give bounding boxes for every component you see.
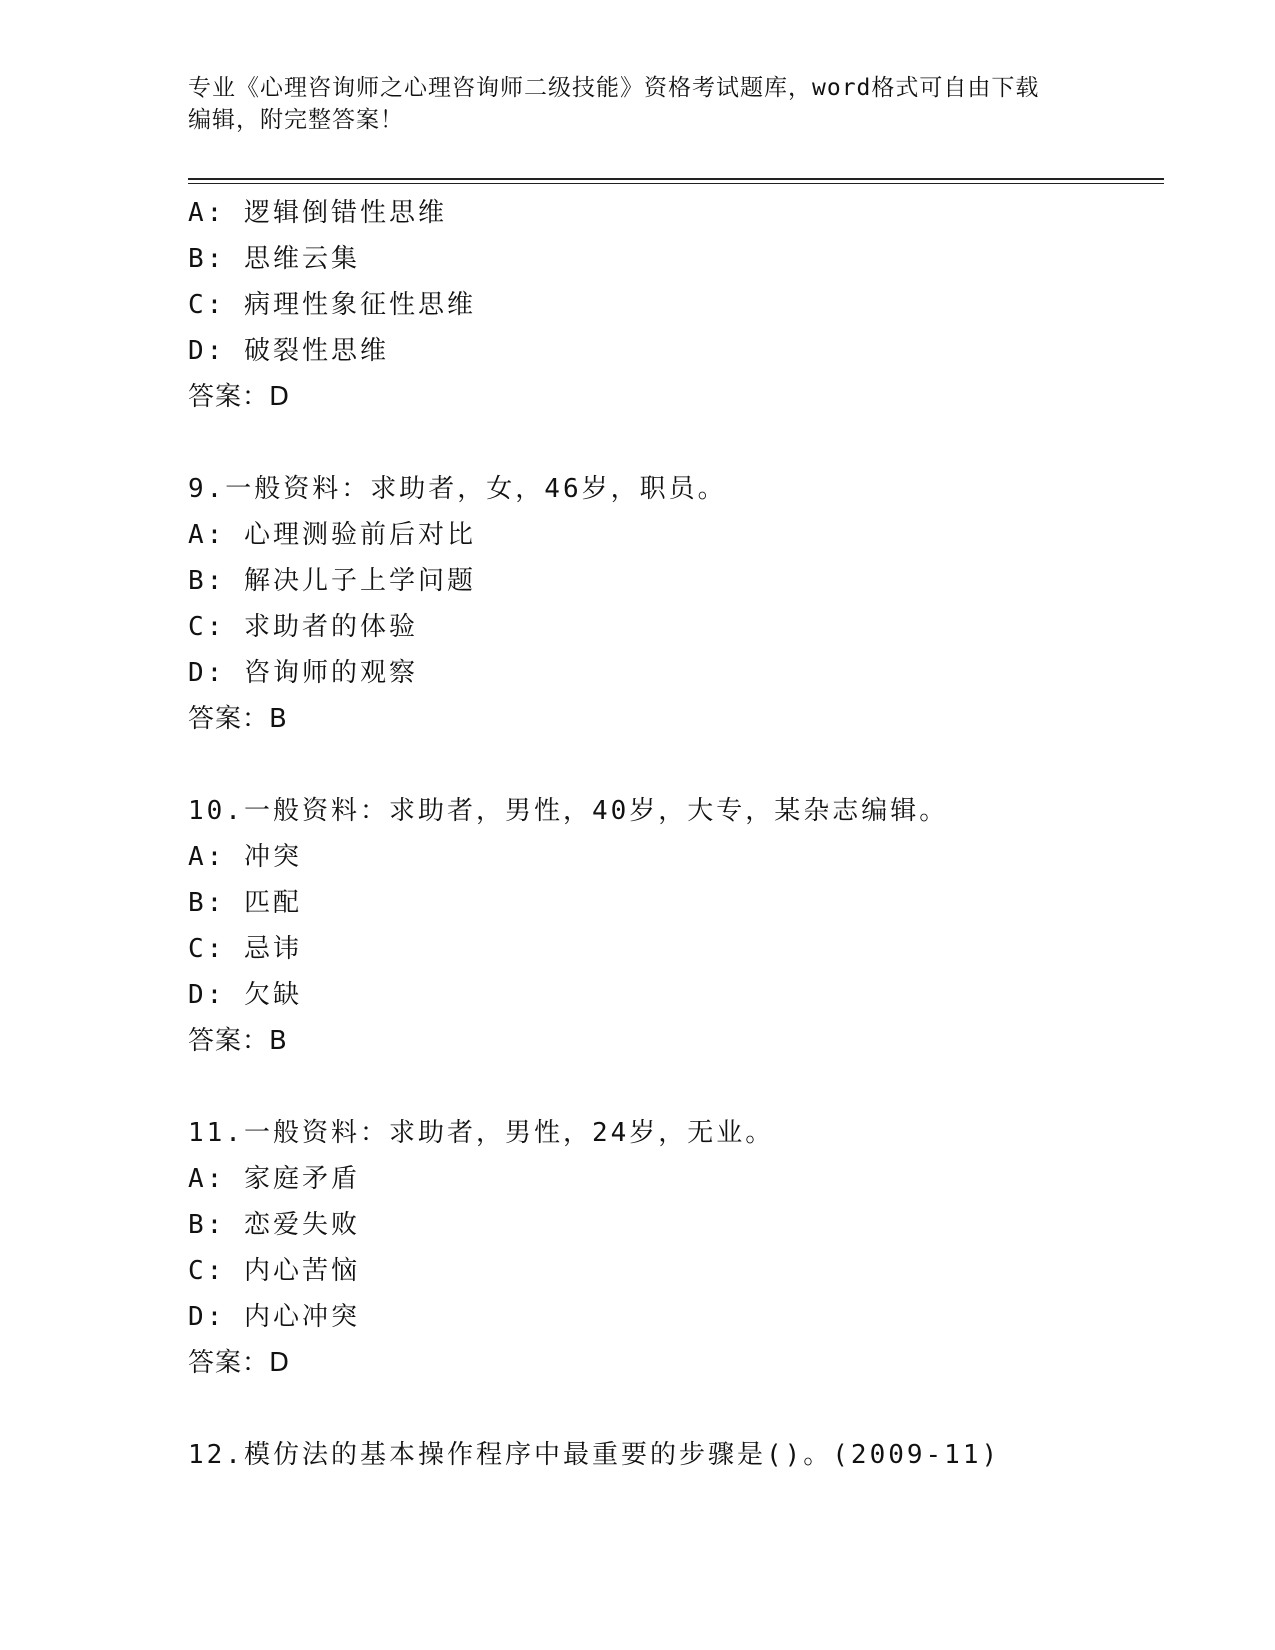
answer-label: 答案：B: [188, 704, 288, 734]
option-b: B: 思维云集: [188, 244, 360, 274]
option-d: D: 咨询师的观察: [188, 658, 418, 688]
question-text: 10.一般资料：求助者，男性，40岁，大专，某杂志编辑。: [188, 796, 949, 826]
document-header: [188, 72, 1088, 136]
header-line-1: 专业《心理咨询师之心理咨询师二级技能》资格考试题库，word格式可自由下载: [188, 75, 1040, 101]
option-a: A: 家庭矛盾: [188, 1164, 360, 1194]
answer-label: 答案：D: [188, 1348, 291, 1378]
option-c: C: 忌讳: [188, 934, 302, 964]
answer-label: 答案：B: [188, 1026, 288, 1056]
option-a: A: 心理测验前后对比: [188, 520, 476, 550]
option-d: D: 破裂性思维: [188, 336, 389, 366]
option-d: D: 欠缺: [188, 980, 302, 1010]
option-a: A: 冲突: [188, 842, 302, 872]
question-block-10: [188, 788, 1164, 1064]
spacer: [188, 742, 1164, 788]
option-a: A: 逻辑倒错性思维: [188, 198, 447, 228]
question-block-12: [188, 1432, 1164, 1478]
option-d: D: 内心冲突: [188, 1302, 360, 1332]
question-text: 9.一般资料：求助者，女，46岁，职员。: [188, 474, 727, 504]
option-c: C: 内心苦恼: [188, 1256, 360, 1286]
question-block-11: [188, 1110, 1164, 1386]
question-block-8: [188, 190, 1164, 420]
question-list: [188, 190, 1164, 1478]
spacer: [188, 1064, 1164, 1110]
question-block-9: [188, 466, 1164, 742]
question-text: 12.模仿法的基本操作程序中最重要的步骤是()。(2009-11): [188, 1440, 1001, 1470]
header-divider-thick: [188, 178, 1164, 180]
answer-label: 答案：D: [188, 382, 291, 412]
header-divider-thin: [188, 183, 1164, 184]
spacer: [188, 1386, 1164, 1432]
option-b: B: 解决儿子上学问题: [188, 566, 476, 596]
option-c: C: 病理性象征性思维: [188, 290, 476, 320]
option-c: C: 求助者的体验: [188, 612, 418, 642]
question-text: 11.一般资料：求助者，男性，24岁，无业。: [188, 1118, 775, 1148]
option-b: B: 恋爱失败: [188, 1210, 360, 1240]
header-line-2: 编辑，附完整答案！: [188, 107, 404, 133]
spacer: [188, 420, 1164, 466]
option-b: B: 匹配: [188, 888, 302, 918]
